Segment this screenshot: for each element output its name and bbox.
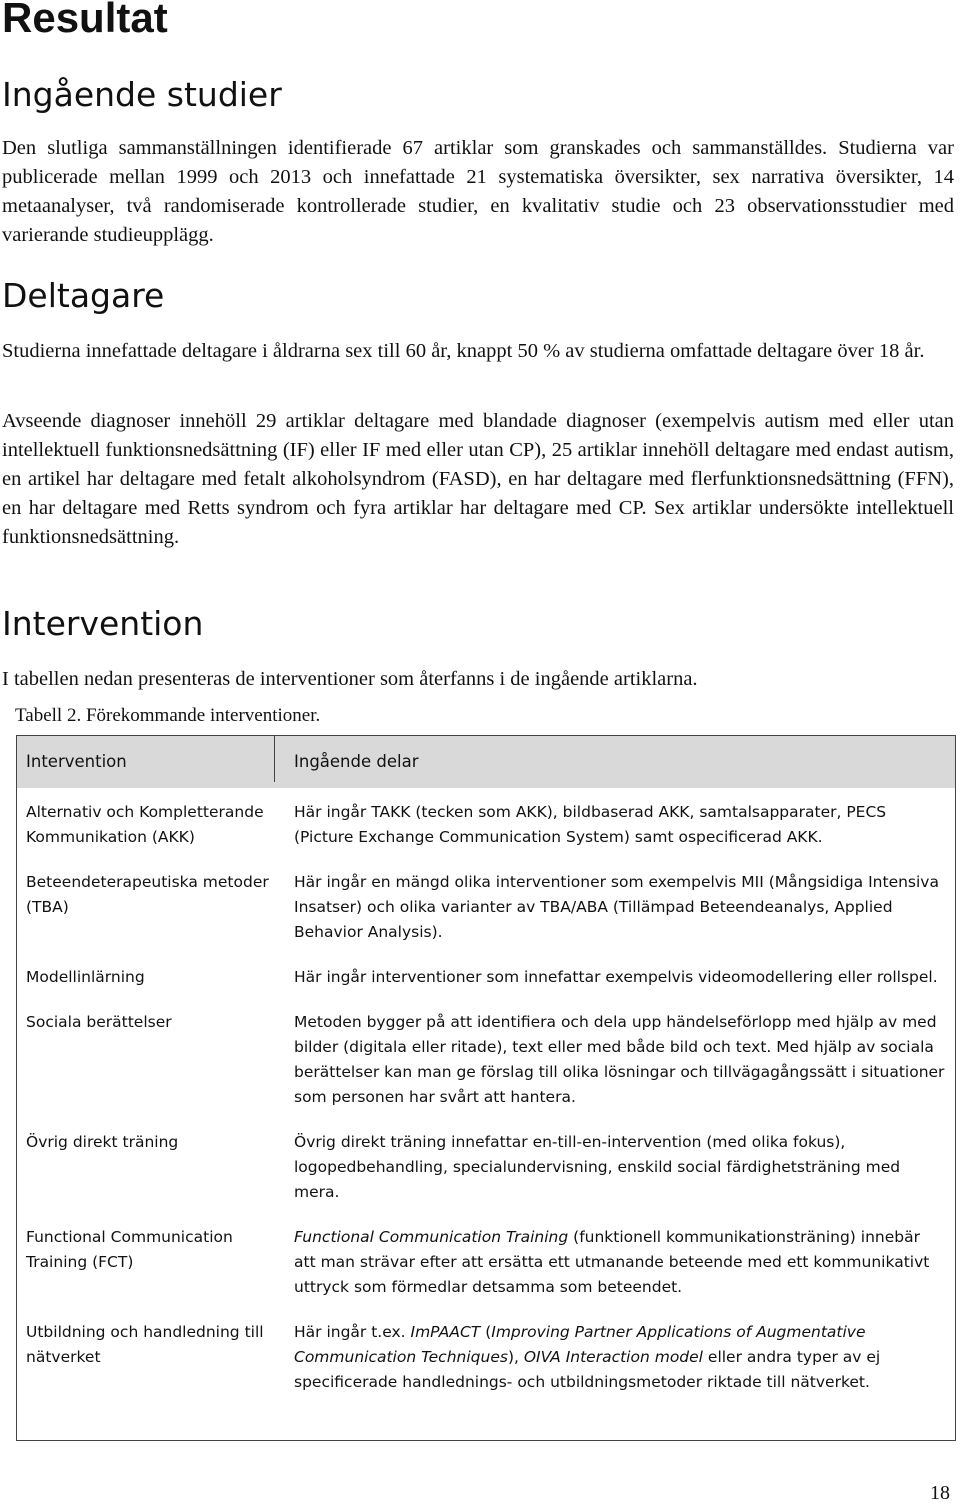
table-row [16, 858, 956, 953]
intervention-paragraph: I tabellen nedan presenteras de interventioner som återfanns i de ingående artiklarna. [2, 668, 698, 690]
header-divider [274, 735, 275, 782]
fct-description-text: (funktionell kommunikationsträning) innebär att man strävar efter att ersätta ett utmanande beteende med ett kommunikativt uttryck som förmedlar detsamma som beteendet. [294, 1228, 930, 1296]
row-intervention-name: Utbildning och handledning till nätverket [26, 1323, 264, 1366]
row-intervention-name: Modellinlärning [26, 968, 145, 986]
desc-suffix: eller andra typer av ej specificerade handlednings- och utbildningsmetoder riktade till nätverket. [294, 1348, 881, 1391]
table-row [16, 953, 956, 998]
table-row [16, 998, 956, 1118]
table-row [16, 1213, 956, 1308]
row-description: Här ingår interventioner som innefattar exempelvis videomodellering eller rollspel. [294, 968, 938, 986]
row-description: Övrig direkt träning innefattar en-till-en-intervention (med olika fokus), logopedbehandling, specialundervisning, enskild social färdighetsträning med mera. [294, 1133, 901, 1201]
row-description: Här ingår en mängd olika interventioner som exempelvis MII (Mångsidiga Intensiva Insatser) och olika varianter av TBA/ABA (Tillämpad Beteendeanalys, Applied Behavior Analysis). [294, 873, 939, 941]
table-header-row [16, 735, 956, 788]
section-title-ingaende: Ingående studier [2, 75, 282, 114]
deltagare-paragraph-1: Studierna innefattade deltagare i åldrarna sex till 60 år, knappt 50 % av studierna omfattade deltagare över 18 år. [2, 340, 925, 362]
table-caption: Tabell 2. Förekommande interventioner. [15, 705, 321, 726]
desc-mid-1: ( [480, 1323, 492, 1341]
row-intervention-name: Alternativ och Kompletterande Kommunikation (AKK) [26, 803, 264, 846]
row-intervention-name: Sociala berättelser [26, 1013, 172, 1031]
header-ingaende-delar: Ingående delar [294, 752, 419, 771]
row-description: Metoden bygger på att identifiera och dela upp händelseförlopp med hjälp av med bilder (digitala eller ritade), text eller med både bild och text. Med hjälp av sociala berättelser kan man ge förslag till olika lösningar och tillvägagångssätt i situationer som personen har svårt att hantera. [294, 1013, 945, 1106]
desc-prefix: Här ingår t.ex. [294, 1323, 411, 1341]
row-intervention-name: Functional Communication Training (FCT) [26, 1228, 233, 1271]
header-intervention: Intervention [26, 752, 127, 771]
impaact-fullname: Improving Partner Applications of Augmentative Communication Techniques [294, 1323, 866, 1366]
table-row [16, 1118, 956, 1213]
section-title-intervention: Intervention [2, 604, 204, 643]
table-row [16, 788, 956, 858]
row-description: Här ingår TAKK (tecken som AKK), bildbaserad AKK, samtalsapparater, PECS (Picture Exchange Communication System) samt ospecificerad AKK. [294, 803, 887, 846]
interventions-table [16, 735, 956, 1403]
oiva-term: OIVA Interaction model [523, 1348, 703, 1366]
table-row [16, 1308, 956, 1403]
fct-italic-term: Functional Communication Training [294, 1228, 569, 1246]
desc-mid-2: ), [507, 1348, 524, 1366]
impaact-term: ImPAACT [410, 1323, 481, 1341]
row-description [284, 1213, 956, 1308]
page-heading: Resultat [2, 0, 168, 41]
section-title-deltagare: Deltagare [2, 276, 165, 315]
ingaende-paragraph: Den slutliga sammanställningen identifierade 67 artiklar som granskades och sammanställdes. Studierna var publicerade mellan 1999 och 2013 och innefattade 21 systematiska översikter, sex narrativa översikter, 14 metaanalyser, två randomiserade kontrollerade studier, en kvalitativ studie och 23 observationsstudier med varierande studieupplägg. [2, 137, 954, 246]
deltagare-paragraph-2: Avseende diagnoser innehöll 29 artiklar deltagare med blandade diagnoser (exempelvis autism med eller utan intellektuell funktionsnedsättning (IF) eller IF med eller utan CP), 25 artiklar innehöll deltagare med endast autism, en artikel har deltagare med fetalt alkoholsyndrom (FASD), en har deltagare med flerfunktionsnedsättning (FFN), en har deltagare med Retts syndrom och fyra artiklar har deltagare med CP. Sex artiklar undersökte intellektuell funktionsnedsättning. [2, 410, 954, 548]
row-description [284, 1308, 956, 1403]
row-intervention-name: Övrig direkt träning [26, 1133, 179, 1151]
row-intervention-name: Beteendeterapeutiska metoder (TBA) [26, 873, 269, 916]
page-number: 18 [930, 1482, 950, 1504]
